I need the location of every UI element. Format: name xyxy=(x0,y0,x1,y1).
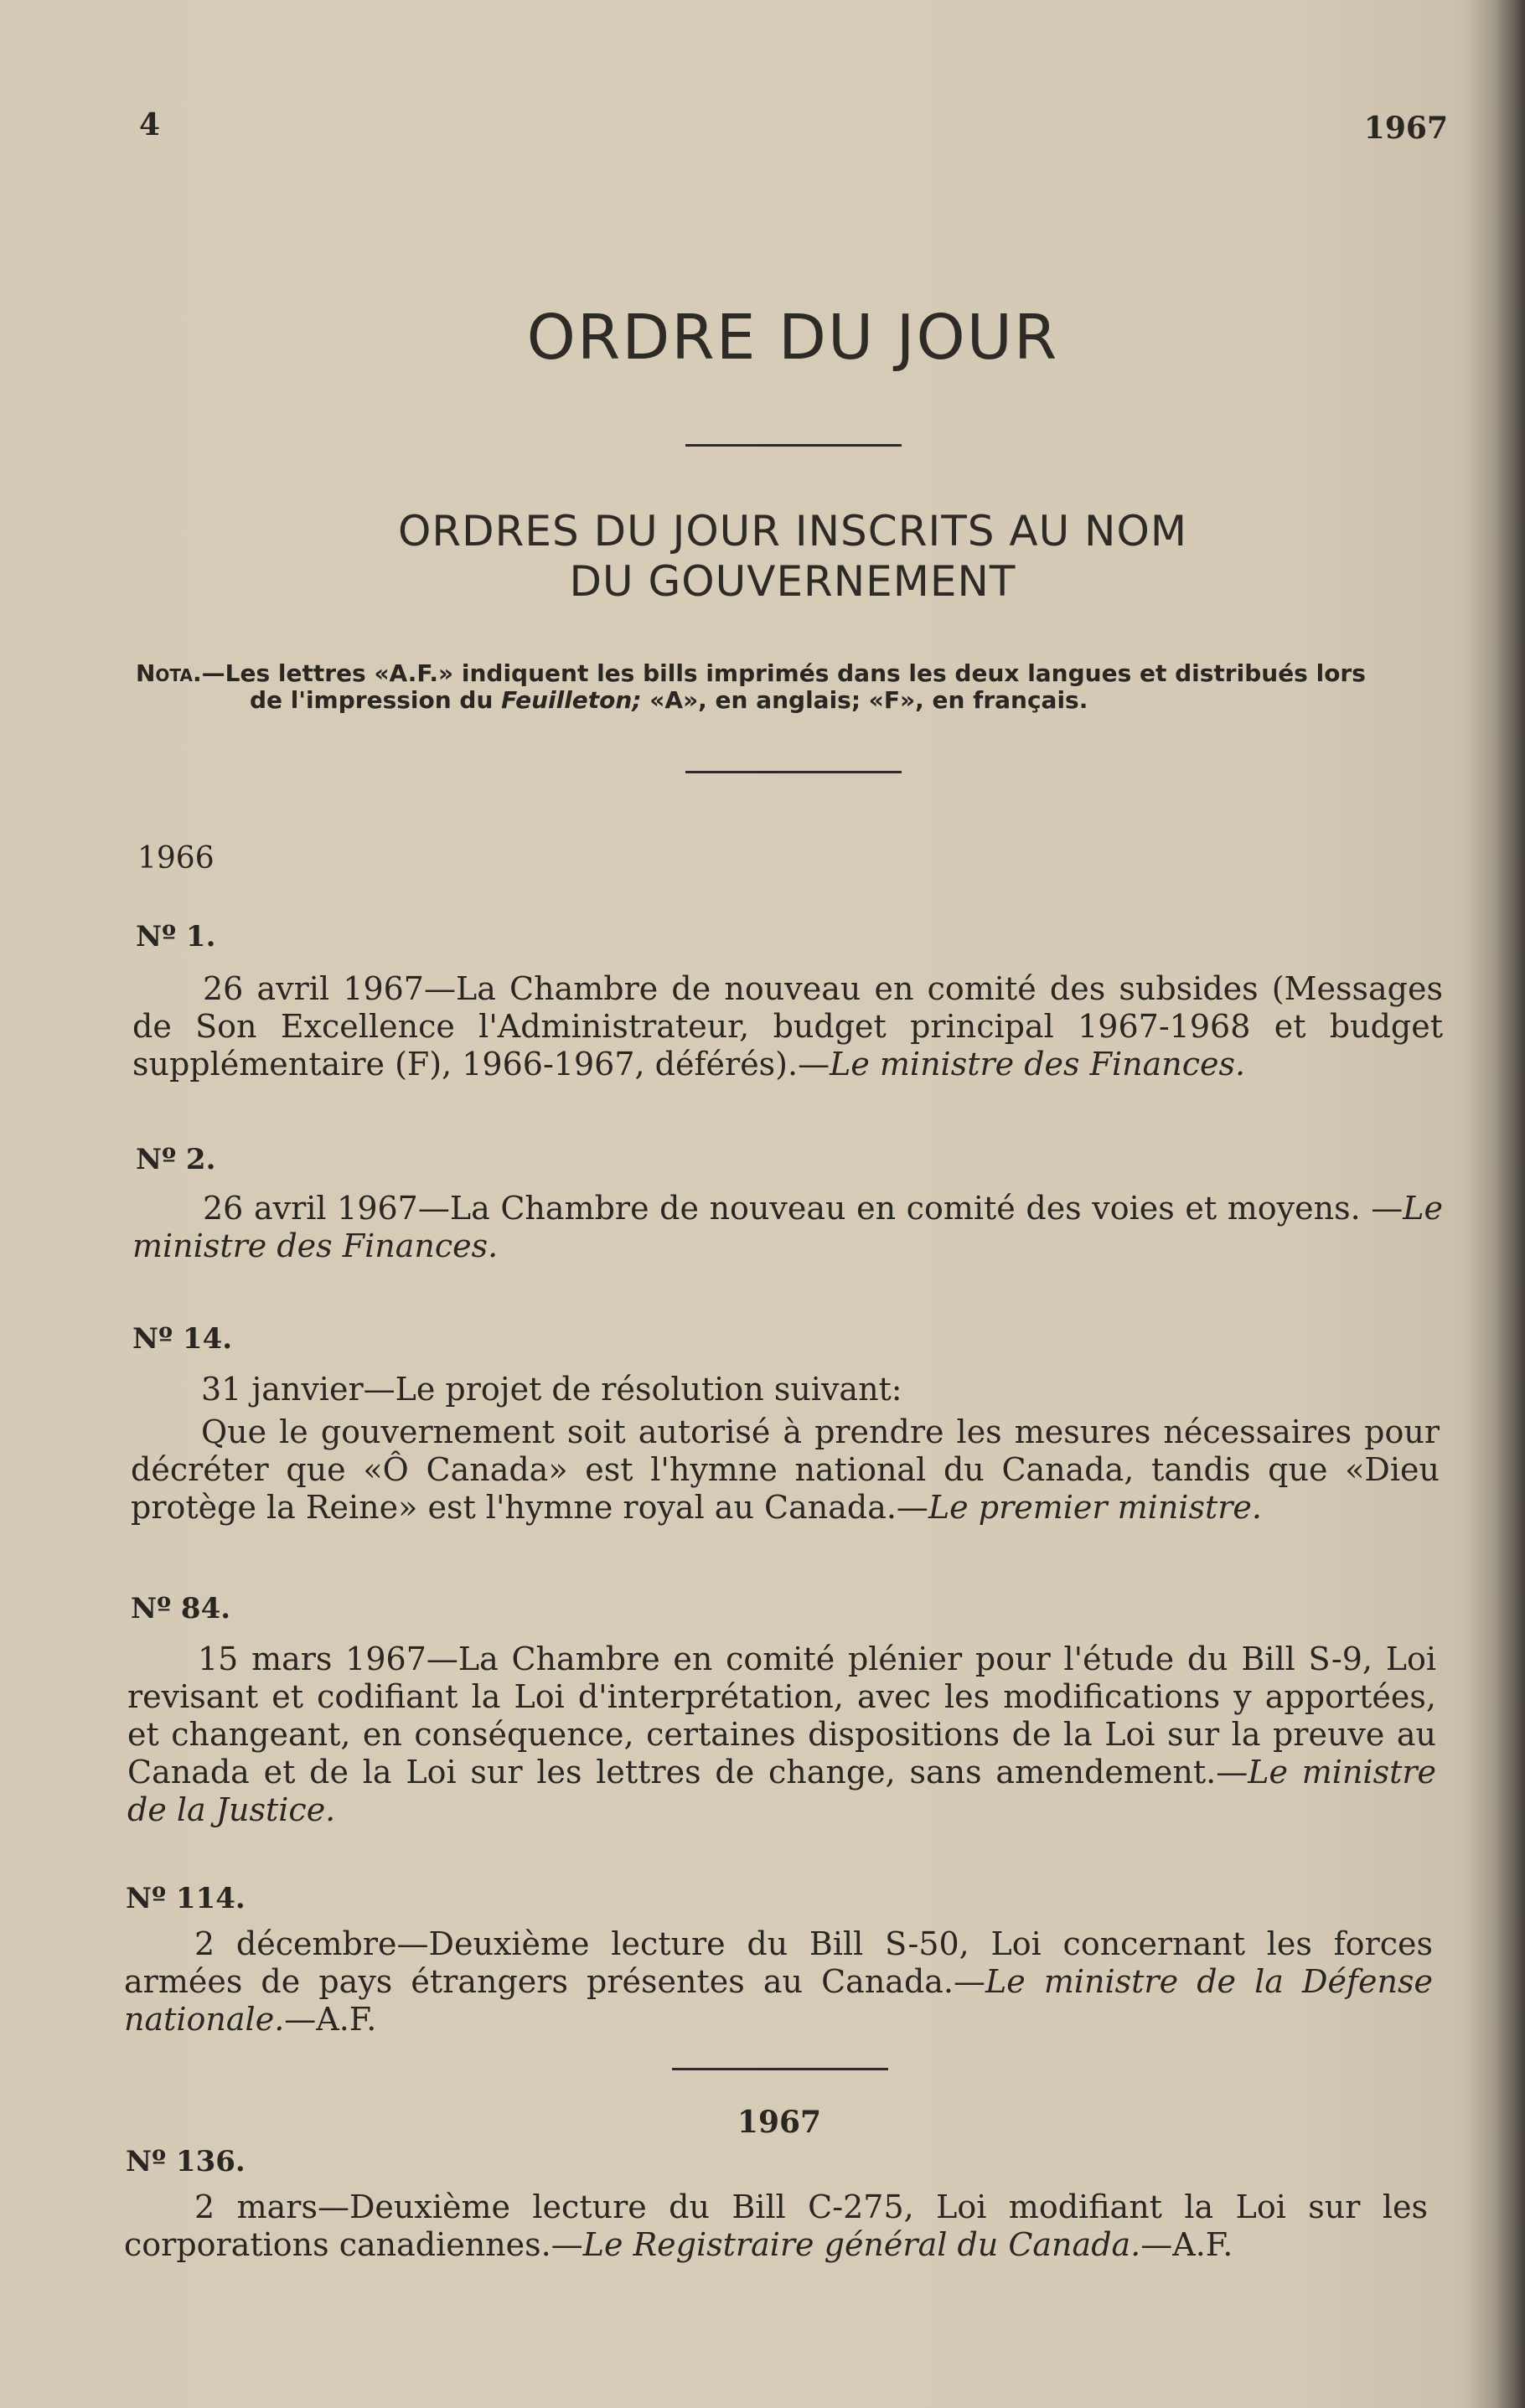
entry-body-line xyxy=(131,1413,1440,1527)
header-year: 1967 xyxy=(1363,111,1448,146)
nota-text-line-1: .—Les lettres «A.F.» indiquent les bills imprimés dans les deux langues et distribués lors xyxy=(193,659,1366,687)
entry-sponsor: Le premier ministre. xyxy=(928,1489,1262,1526)
entry-suffix: —A.F. xyxy=(1140,2226,1233,2263)
nota-text-italic: Feuilleton; xyxy=(501,686,642,714)
entry-sponsor: Le ministre des Finances. xyxy=(830,1046,1246,1083)
entry-text xyxy=(124,2188,1428,2264)
entry-number: Nº 2. xyxy=(136,1143,216,1176)
entry-text xyxy=(124,1925,1433,2039)
entry-body: 2 mars—Deuxième lecture du Bill C-275, Loi modifiant la Loi sur les corporations canadiennes.— xyxy=(124,2188,1428,2263)
entry-sponsor: Le ministre de la Justice. xyxy=(127,1754,1436,1828)
divider-rule xyxy=(685,444,902,447)
page-number: 4 xyxy=(139,107,161,142)
entry-suffix: —A.F. xyxy=(284,2001,377,2038)
nota-note xyxy=(136,660,1448,714)
entry-sponsor: Le ministre des Finances. xyxy=(132,1190,1443,1264)
entry-body: 15 mars 1967—La Chambre en comité plénier pour l'étude du Bill S-9, Loi revisant et codifiant la Loi d'interprétation, avec les modifications y apportées, et changeant, en conséquence, certaines dispositions de la Loi sur la preuve au Canada et de la Loi sur les lettres de change, sans amendement.— xyxy=(127,1641,1436,1790)
section-subtitle xyxy=(0,506,1525,607)
nota-text-2b: «A», en anglais; «F», en français. xyxy=(641,686,1088,714)
divider-rule xyxy=(685,771,902,773)
nota-text-line-2 xyxy=(136,687,1448,714)
entry-body: 2 décembre—Deuxième lecture du Bill S-50, Loi concernant les forces armées de pays étrangers présentes au Canada.— xyxy=(124,1925,1433,2000)
entry-sponsor: Le ministre de la Défense nationale. xyxy=(124,1963,1433,2038)
entry-text xyxy=(131,1371,1440,1527)
entry-sponsor: Le Registraire général du Canada. xyxy=(582,2226,1141,2263)
entry-number: Nº 136. xyxy=(126,2145,246,2178)
entry-text xyxy=(132,1190,1443,1265)
section-year-1967: 1967 xyxy=(737,2105,822,2140)
entry-body: 26 avril 1967—La Chambre de nouveau en comité des voies et moyens. — xyxy=(203,1190,1404,1227)
entry-body-2: Que le gouvernement soit autorisé à prendre les mesures nécessaires pour décréter que «Ô Canada» est l'hymne national du Canada, tandis que «Dieu protège la Reine» est l'hymne royal au Canada.— xyxy=(131,1413,1440,1526)
subtitle-line-1: ORDRES DU JOUR INSCRITS AU NOM xyxy=(398,507,1187,555)
entry-number: Nº 1. xyxy=(136,920,216,953)
entry-body-line xyxy=(131,1371,1440,1408)
entry-text xyxy=(127,1641,1436,1829)
divider-rule xyxy=(672,2068,888,2070)
section-year-1966: 1966 xyxy=(137,841,215,876)
entry-number: Nº 14. xyxy=(132,1322,233,1356)
entry-text xyxy=(132,970,1443,1083)
nota-label: Nota xyxy=(136,659,194,687)
entry-body: 26 avril 1967—La Chambre de nouveau en comité des subsides (Messages de Son Excellence l'Administrateur, budget principal 1967-1968 et budget supplémentaire (F), 1966-1967, déférés).— xyxy=(132,970,1443,1083)
page-title: ORDRE DU JOUR xyxy=(526,302,1059,374)
entry-number: Nº 114. xyxy=(126,1882,246,1915)
entry-body: 31 janvier—Le projet de résolution suivant: xyxy=(201,1371,902,1408)
entry-number: Nº 84. xyxy=(131,1592,231,1625)
nota-text-2a: de l'impression du xyxy=(250,686,502,714)
subtitle-line-2: DU GOUVERNEMENT xyxy=(569,557,1016,606)
